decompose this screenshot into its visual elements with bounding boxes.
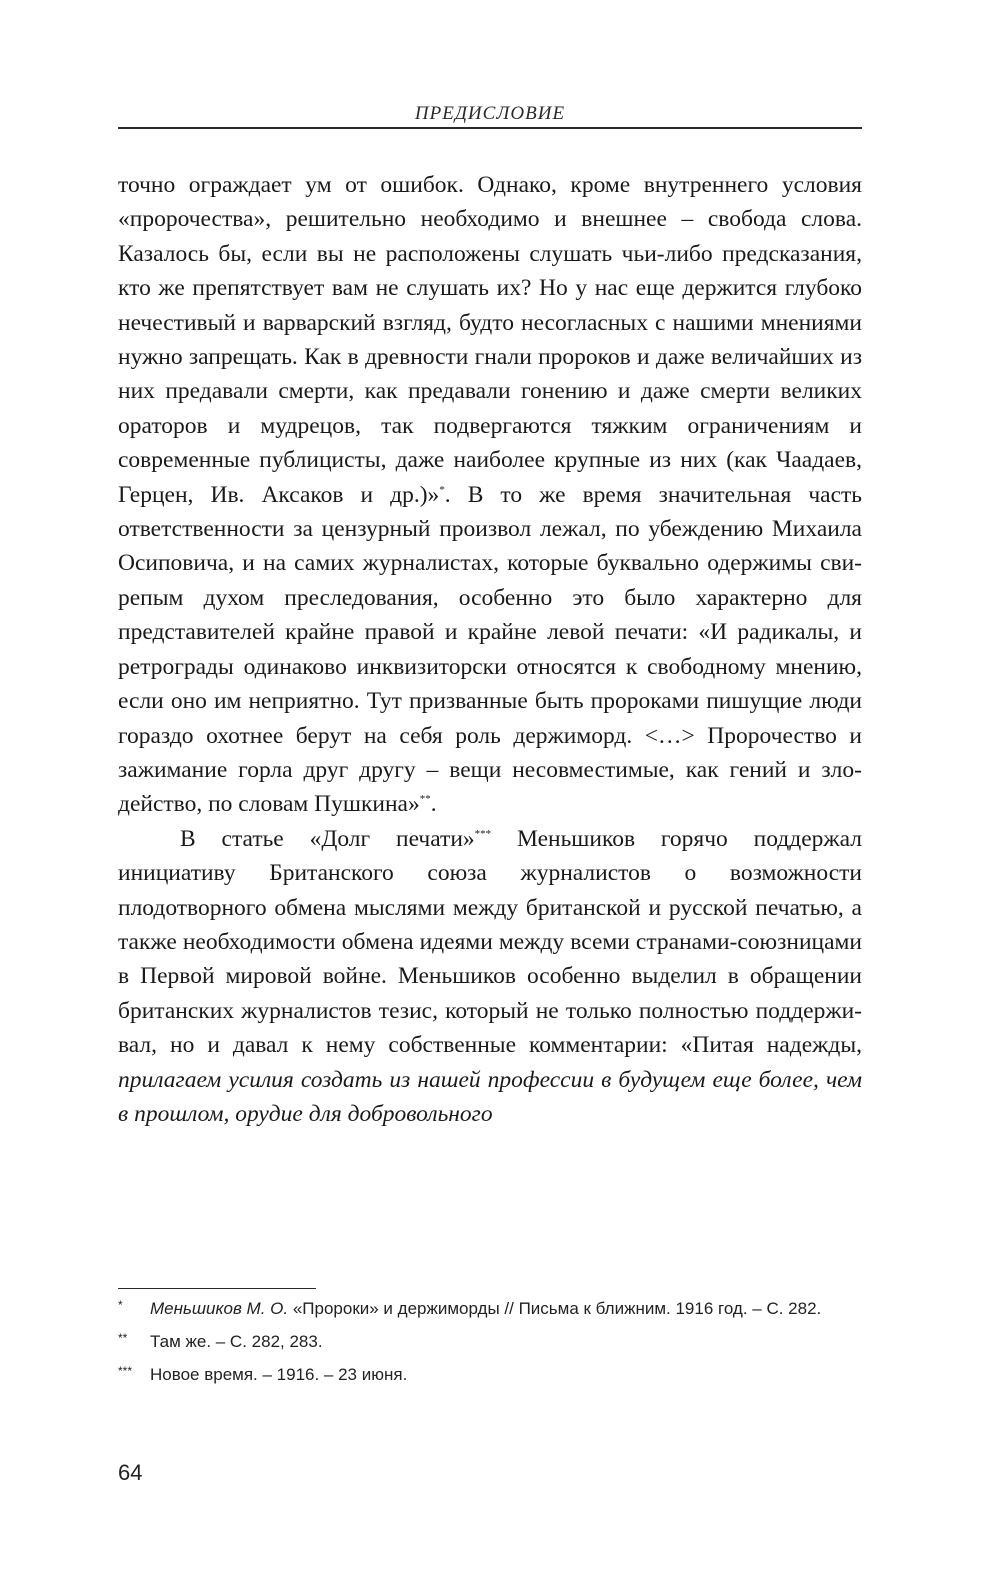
footnote-1-mark: * bbox=[118, 1298, 123, 1312]
paragraph-2-text-a: В статье «Долг печати» bbox=[180, 825, 475, 852]
footnote-ref-3: *** bbox=[474, 827, 492, 840]
footnote-2 bbox=[118, 1329, 862, 1354]
footnote-1 bbox=[118, 1296, 862, 1321]
footnote-2-mark: ** bbox=[118, 1331, 128, 1345]
book-page bbox=[118, 0, 862, 1575]
footnote-1-author: Меньшиков М. О. bbox=[150, 1299, 289, 1318]
paragraph-1-text-a: точно ограждает ум от ошибок. Однако, кроме внутреннего условия «пророчества», решительно необходимо и внешнее – свобода слова. Казалось бы, если вы не расположены слушать чьи-либо предсказания, кто же препятствует вам не слушать их? Но у нас еще держится глубоко нечестивый и варварский взгляд, будто несогласных с нашими мнениями нужно запрещать. Как в древности гнали пророков и даже величайших из них предавали смерти, как предавали гонению и даже смерти великих ораторов и мудрецов, так подвергаются тяжким ограничениям и современные публицисты, даже наиболее крупные из них (как Чаадаев, Герцен, Ив. Аксаков и др.)» bbox=[118, 172, 862, 508]
paragraph-1-end: . bbox=[430, 791, 437, 818]
paragraph-2-text-b: Меньшиков горячо поддержал инициативу Британского союза журналистов о возможности плодотворного обмена мыслями между британской и русской печатью, а также необходимости обмена идеями между всеми странами-союзницами в Первой мировой войне. Меньшиков особенно выделил в обращении британских журналистов тезис, который не только полностью поддерживал, но и давал к нему собственные комментарии: «Питая надежды, bbox=[118, 825, 862, 1059]
footnote-3-text: Новое время. – 1916. – 23 июня. bbox=[150, 1365, 408, 1384]
footnote-2-text: Там же. – С. 282, 283. bbox=[150, 1332, 323, 1351]
paragraph-2-italic-quote: прилагаем усилия создать из нашей профессии в будущем еще более, чем в прошлом, орудие для добровольного bbox=[118, 1066, 862, 1127]
footnote-ref-1: * bbox=[439, 483, 445, 496]
main-text bbox=[118, 168, 862, 1131]
paragraph-1 bbox=[118, 168, 862, 822]
footnote-1-source: «Пророки» и держиморды // Письма к ближним. 1916 год. – С. 282. bbox=[288, 1299, 822, 1318]
footnote-3 bbox=[118, 1362, 862, 1387]
footnote-ref-2: ** bbox=[419, 793, 431, 806]
paragraph-2 bbox=[118, 822, 862, 1132]
header-rule bbox=[118, 127, 862, 129]
page-number: 64 bbox=[118, 1460, 143, 1485]
paragraph-1-text-b: . В то же время значительная часть ответственности за цензурный произвол лежал, по убеждению Михаила Осиповича, и на самих журналистах, которые буквально одержимы свирепым духом преследования, особенно это было характерно для представителей крайне правой и крайне левой печати: «И радикалы, и ретрограды одинаково инквизиторски относятся к свободному мнению, если оно им неприятно. Тут призванные быть пророками пишущие люди гораздо охотнее берут на себя роль держиморд. <…> Пророчество и зажимание горла друг другу – вещи несовместимые, как гений и злодейство, по словам Пушкина» bbox=[118, 481, 862, 818]
footnote-1-text bbox=[150, 1296, 862, 1321]
running-title: ПРЕДИСЛОВИЕ bbox=[414, 103, 566, 124]
footnote-separator bbox=[118, 1288, 316, 1289]
footnotes bbox=[118, 1296, 862, 1395]
footnote-3-mark: *** bbox=[118, 1364, 133, 1378]
